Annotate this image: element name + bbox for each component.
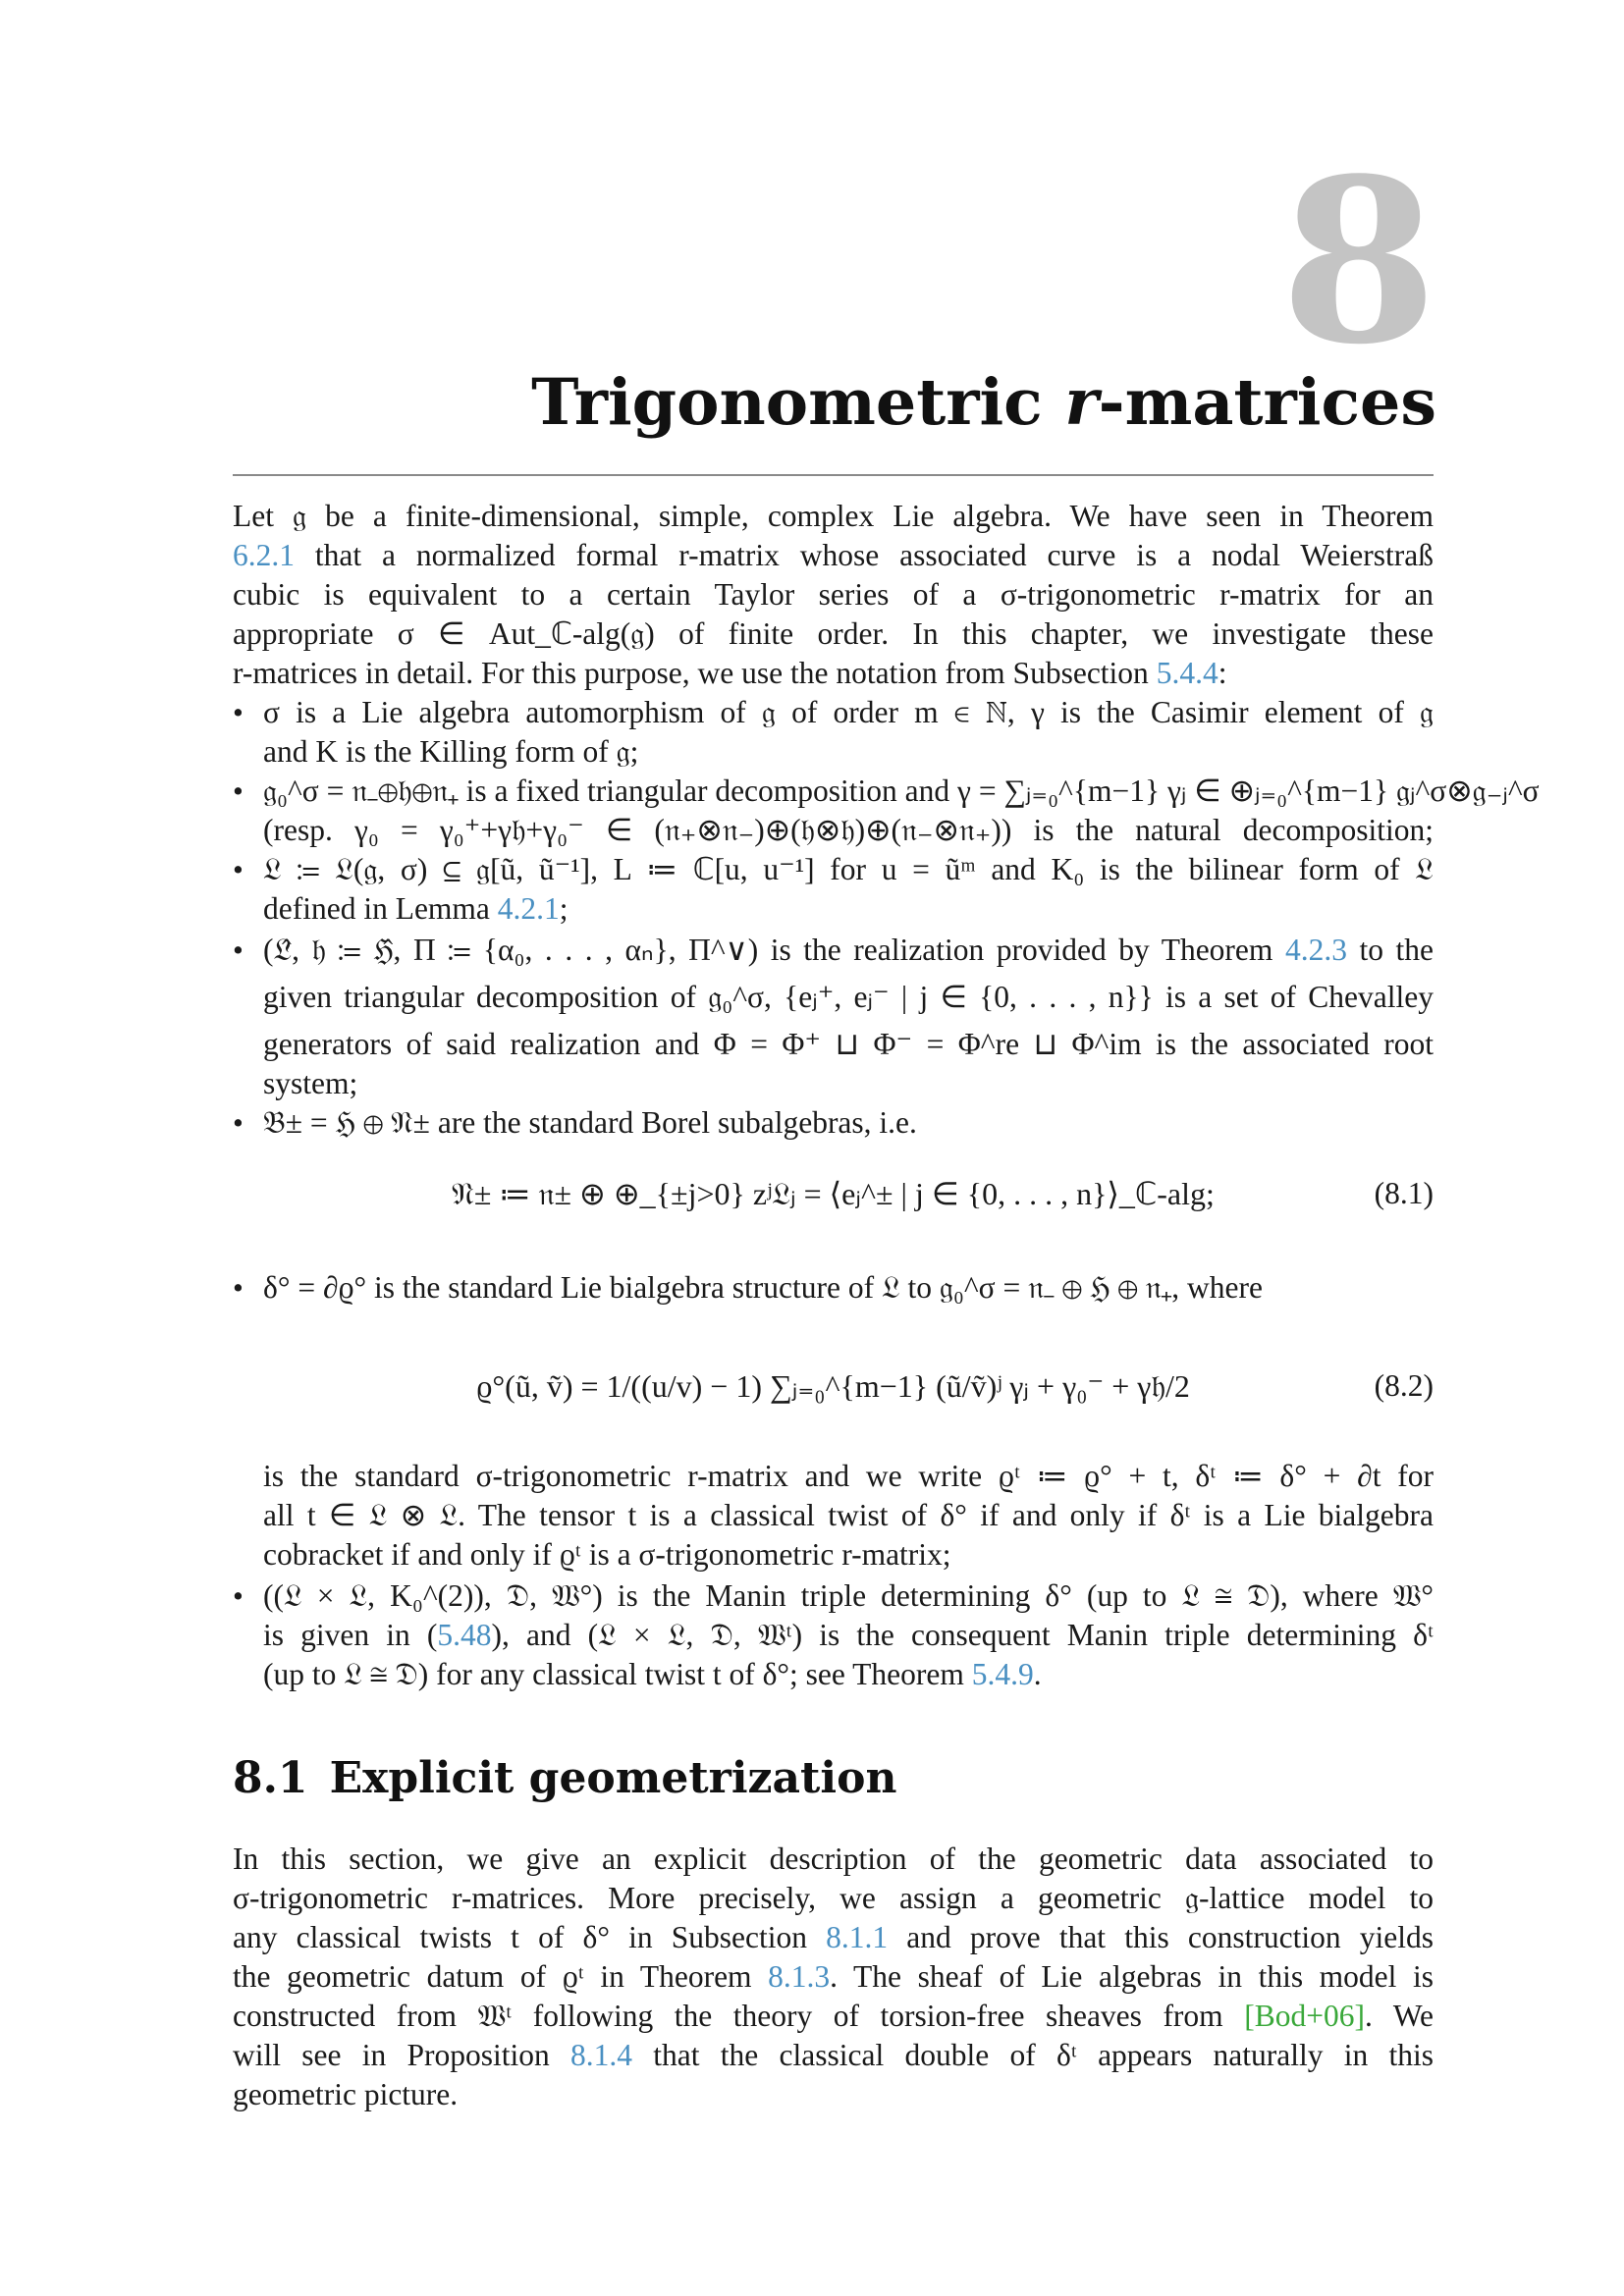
intro-line: Let 𝔤 be a finite-dimensional, simple, complex Lie algebra. We have seen in Theorem: [233, 499, 1434, 533]
cross-reference-link[interactable]: 8.1.1: [826, 1920, 889, 1954]
bullet-marker: •: [233, 1105, 244, 1140]
cross-reference-link[interactable]: 8.1.3: [768, 1959, 831, 1994]
title-rule: [233, 474, 1434, 476]
bullet-line: (𝔏̂, 𝔥 ≔ ℌ̂, Π ≔ {α₀, . . . , αₙ}, Π^∨) is the realization provided by Theorem 4.2.3 to the: [263, 933, 1434, 967]
cross-reference-link[interactable]: 4.2.3: [1284, 933, 1347, 967]
cross-reference-link[interactable]: 8.1.4: [570, 2038, 633, 2072]
bullet-line: is given in (5.48), and (𝔏 × 𝔏, 𝔇, 𝔚ᵗ) is the consequent Manin triple determining δᵗ: [263, 1618, 1434, 1652]
bullet-line: cobracket if and only if ϱᵗ is a σ-trigonometric r-matrix;: [263, 1537, 951, 1572]
bullet-marker: •: [233, 695, 244, 729]
cross-reference-link[interactable]: 4.2.1: [497, 891, 560, 926]
bullet-marker: •: [233, 852, 244, 886]
bullet-marker: •: [233, 1578, 244, 1613]
bullet-line: defined in Lemma 4.2.1;: [263, 891, 568, 926]
section-line: σ-trigonometric r-matrices. More precisely, we assign a geometric 𝔤-lattice model to: [233, 1881, 1434, 1915]
section-line: will see in Proposition 8.1.4 that the classical double of δᵗ appears naturally in this: [233, 2038, 1435, 2072]
intro-line: 6.2.1 that a normalized formal r-matrix whose associated curve is a nodal Weierstraß: [233, 538, 1434, 572]
citation-link[interactable]: [Bod+06]: [1244, 1999, 1365, 2033]
equation-number: (8.2): [1374, 1368, 1434, 1403]
bullet-line: all t ∈ 𝔏 ⊗ 𝔏. The tensor t is a classical twist of δ° if and only if δᵗ is a Lie bialgebra: [263, 1498, 1434, 1532]
equation-8-2: ϱ°(ũ, ṽ) = 1/((u/v) − 1) ∑ⱼ₌₀^{m−1} (ũ/ṽ)ʲ γⱼ + γ₀⁻ + γ𝔥/2: [476, 1368, 1190, 1404]
section-heading: [233, 1751, 896, 1806]
bullet-line: generators of said realization and Φ = Φ⁺ ⊔ Φ⁻ = Φ^re ⊔ Φ^im is the associated root: [263, 1027, 1434, 1061]
bullet-line: ((𝔏 × 𝔏, K₀^(2)), 𝔇, 𝔚°) is the Manin triple determining δ° (up to 𝔏 ≅ 𝔇), where 𝔚°: [263, 1578, 1434, 1613]
bullet-line: 𝔤₀^σ = 𝔫₋⊕𝔥⊕𝔫₊ is a fixed triangular decomposition and γ = ∑ⱼ₌₀^{m−1} γⱼ ∈ ⊕ⱼ₌₀^{m−1} 𝔤ⱼ^σ⊗𝔤₋ⱼ^σ: [263, 774, 1540, 808]
section-line: any classical twists t of δ° in Subsection 8.1.1 and prove that this construction yields: [233, 1920, 1434, 1954]
bullet-marker: •: [233, 774, 244, 808]
chapter-title: [531, 363, 1436, 442]
bullet-line: σ is a Lie algebra automorphism of 𝔤 of order m ∈ ℕ, γ is the Casimir element of 𝔤: [263, 695, 1434, 729]
equation-number: (8.1): [1374, 1176, 1434, 1210]
section-number: 8.1: [233, 1753, 308, 1803]
section-line: constructed from 𝔚ᵗ following the theory of torsion-free sheaves from [Bod+06]. We: [233, 1999, 1435, 2033]
intro-line: appropriate σ ∈ Aut_ℂ-alg(𝔤) of finite order. In this chapter, we investigate these: [233, 616, 1434, 651]
intro-line: cubic is equivalent to a certain Taylor series of a σ-trigonometric r-matrix for an: [233, 577, 1434, 612]
bullet-marker: •: [233, 933, 244, 967]
cross-reference-link[interactable]: 5.4.9: [971, 1657, 1034, 1691]
section-line: In this section, we give an explicit description of the geometric data associated to: [233, 1842, 1434, 1876]
section-line: geometric picture.: [233, 2077, 459, 2111]
bullet-line: δ° = ∂ϱ° is the standard Lie bialgebra structure of 𝔏 to 𝔤₀^σ = 𝔫₋ ⊕ ℌ ⊕ 𝔫₊, where: [263, 1270, 1263, 1305]
bullet-line: (up to 𝔏 ≅ 𝔇) for any classical twist t of δ°; see Theorem 5.4.9.: [263, 1657, 1042, 1691]
chapter-title-r: r: [1064, 365, 1099, 440]
bullet-line: 𝔏 ≔ 𝔏(𝔤, σ) ⊆ 𝔤[ũ, ũ⁻¹], L ≔ ℂ[u, u⁻¹] for u = ũᵐ and K₀ is the bilinear form of 𝔏: [263, 852, 1434, 886]
equation-8-1: 𝔑± ≔ 𝔫± ⊕ ⊕_{±j>0} zʲ𝔏ⱼ = ⟨eⱼ^± | j ∈ {0, . . . , n}⟩_ℂ-alg;: [452, 1176, 1215, 1211]
cross-reference-link[interactable]: 5.4.4: [1156, 656, 1218, 690]
bullet-line: given triangular decomposition of 𝔤₀^σ, {eⱼ⁺, eⱼ⁻ | j ∈ {0, . . . , n}} is a set of Chevalley: [263, 980, 1434, 1014]
bullet-line: (resp. γ₀ = γ₀⁺+γ𝔥+γ₀⁻ ∈ (𝔫₊⊗𝔫₋)⊕(𝔥⊗𝔥)⊕(𝔫₋⊗𝔫₊)) is the natural decomposition;: [263, 813, 1434, 847]
bullet-line: and K is the Killing form of 𝔤;: [263, 734, 639, 769]
cross-reference-link[interactable]: 6.2.1: [233, 538, 295, 572]
equation-reference-link[interactable]: 5.48: [437, 1618, 492, 1652]
section-line: the geometric datum of ϱᵗ in Theorem 8.1.3. The sheaf of Lie algebras in this model is: [233, 1959, 1434, 1994]
section-title: Explicit geometrization: [329, 1753, 897, 1803]
chapter-title-main: Trigonometric: [531, 365, 1065, 440]
chapter-title-rest: -matrices: [1098, 365, 1436, 440]
bullet-line: is the standard σ-trigonometric r-matrix and we write ϱᵗ ≔ ϱ° + t, δᵗ ≔ δ° + ∂t for: [263, 1459, 1434, 1493]
chapter-number: 8: [1279, 130, 1437, 395]
bullet-line: system;: [263, 1066, 358, 1100]
bullet-line: 𝔅± = ℌ ⊕ 𝔑± are the standard Borel subalgebras, i.e.: [263, 1105, 917, 1140]
intro-line: r-matrices in detail. For this purpose, we use the notation from Subsection 5.4.4:: [233, 656, 1227, 690]
bullet-marker: •: [233, 1270, 244, 1305]
